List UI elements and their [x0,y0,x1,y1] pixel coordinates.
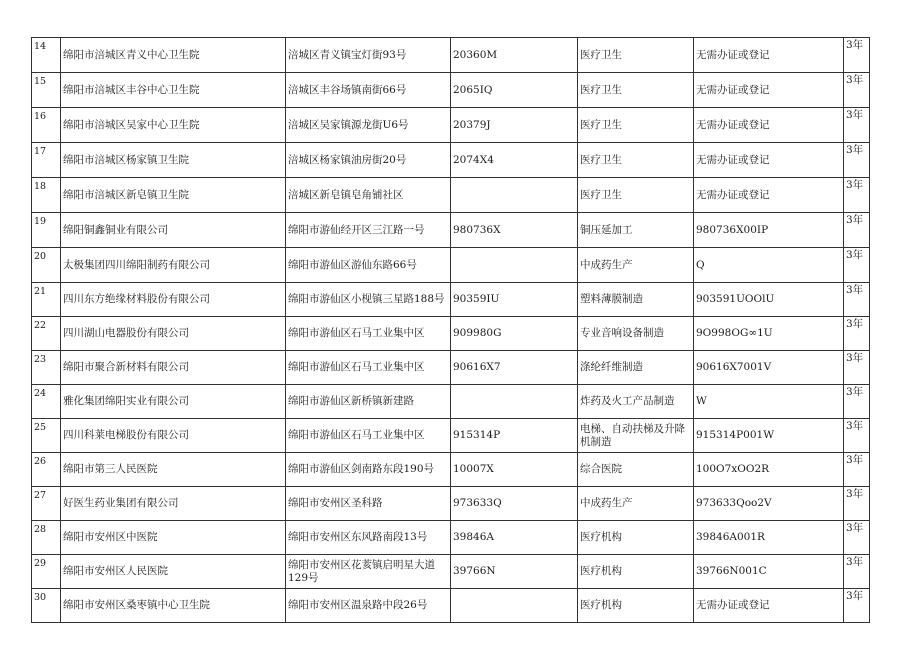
unit-code: 2074X4 [451,143,578,178]
term-duration: 3年 [844,248,870,283]
term-duration: 3年 [844,213,870,248]
table-row [32,178,870,213]
table-row [32,108,870,143]
industry-category: 塑料薄膜制造 [578,283,694,317]
term-duration: 3年 [844,453,870,487]
table-row [32,73,870,108]
unit-code [451,248,578,283]
industry-category: 炸药及火工产品制造 [578,385,694,419]
unit-code [451,178,578,213]
unit-code: 2065IQ [451,73,578,108]
unit-code [451,589,578,623]
unit-name: 四川东方绝缘材料股份有限公司 [61,283,286,317]
term-duration: 3年 [844,521,870,555]
unit-name: 绵阳市安州区桑枣镇中心卫生院 [61,589,286,623]
term-duration: 3年 [844,589,870,623]
permit-number: W [694,385,844,419]
permit-number: 39766N001C [694,555,844,589]
row-number: 15 [32,73,61,108]
row-number: 20 [32,248,61,283]
unit-name: 绵阳铜鑫铜业有限公司 [61,213,286,248]
permit-number: 无需办证或登记 [694,143,844,178]
unit-name: 四川湖山电器股份有限公司 [61,317,286,351]
unit-address: 涪城区青义镇宝灯街93号 [286,38,451,73]
unit-code: 20379J [451,108,578,143]
unit-code: 39846A [451,521,578,555]
unit-address: 绵阳市游仙经开区三江路一号 [286,213,451,248]
term-duration: 3年 [844,143,870,178]
row-number: 21 [32,283,61,317]
term-duration: 3年 [844,38,870,73]
unit-address: 涪城区吴家镇源龙街U6号 [286,108,451,143]
unit-name: 绵阳市涪城区杨家镇卫生院 [61,143,286,178]
industry-category: 医疗机构 [578,521,694,555]
unit-name: 绵阳市涪城区青义中心卫生院 [61,38,286,73]
term-duration: 3年 [844,385,870,419]
facility-table [31,37,870,623]
unit-name: 绵阳市涪城区新皂镇卫生院 [61,178,286,213]
unit-address: 涪城区杨家镇油房街20号 [286,143,451,178]
table-body [32,38,870,623]
industry-category: 医疗机构 [578,589,694,623]
table-row [32,453,870,487]
term-duration: 3年 [844,419,870,453]
industry-category: 中成药生产 [578,248,694,283]
industry-category: 铜压延加工 [578,213,694,248]
row-number: 23 [32,351,61,385]
table-row [32,521,870,555]
row-number: 22 [32,317,61,351]
unit-code: 10007X [451,453,578,487]
permit-number: 无需办证或登记 [694,108,844,143]
row-number: 19 [32,213,61,248]
term-duration: 3年 [844,487,870,521]
permit-number: 无需办证或登记 [694,38,844,73]
table-row [32,419,870,453]
term-duration: 3年 [844,351,870,385]
unit-address: 绵阳市游仙区石马工业集中区 [286,419,451,453]
unit-address: 绵阳市游仙区新桥镇新建路 [286,385,451,419]
term-duration: 3年 [844,283,870,317]
row-number: 14 [32,38,61,73]
term-duration: 3年 [844,317,870,351]
unit-address: 绵阳市游仙区石马工业集中区 [286,317,451,351]
unit-address: 绵阳市安州区花荄镇启明星大道129号 [286,555,451,589]
industry-category: 电梯、自动扶梯及升降机制造 [578,419,694,453]
permit-number: 无需办证或登记 [694,73,844,108]
table-row [32,487,870,521]
industry-category: 医疗卫生 [578,38,694,73]
permit-number: 无需办证或登记 [694,589,844,623]
unit-name: 绵阳市涪城区吴家中心卫生院 [61,108,286,143]
unit-code: 915314P [451,419,578,453]
unit-code: 90359IU [451,283,578,317]
unit-code: 909980G [451,317,578,351]
unit-name: 绵阳市安州区人民医院 [61,555,286,589]
unit-code: 980736X [451,213,578,248]
permit-number: 100O7xOO2R [694,453,844,487]
unit-code: 90616X7 [451,351,578,385]
table-row [32,143,870,178]
unit-address: 涪城区丰谷场镇南街66号 [286,73,451,108]
row-number: 24 [32,385,61,419]
table-row [32,38,870,73]
table-row [32,283,870,317]
unit-name: 雅化集团绵阳实业有限公司 [61,385,286,419]
unit-name: 太极集团四川绵阳制药有限公司 [61,248,286,283]
unit-name: 绵阳市安州区中医院 [61,521,286,555]
table-row [32,589,870,623]
unit-address: 绵阳市游仙区游仙东路66号 [286,248,451,283]
industry-category: 医疗卫生 [578,108,694,143]
row-number: 17 [32,143,61,178]
unit-name: 绵阳市第三人民医院 [61,453,286,487]
industry-category: 医疗卫生 [578,178,694,213]
industry-category: 专业音响设备制造 [578,317,694,351]
term-duration: 3年 [844,178,870,213]
row-number: 16 [32,108,61,143]
table-row [32,317,870,351]
row-number: 27 [32,487,61,521]
term-duration: 3年 [844,555,870,589]
unit-address: 绵阳市游仙区小枧镇三星路188号 [286,283,451,317]
industry-category: 医疗卫生 [578,73,694,108]
unit-address: 绵阳市安州区圣科路 [286,487,451,521]
unit-address: 涪城区新皂镇皂角铺社区 [286,178,451,213]
unit-name: 好医生药业集团有限公司 [61,487,286,521]
table-row [32,385,870,419]
term-duration: 3年 [844,73,870,108]
unit-code: 20360M [451,38,578,73]
unit-name: 四川科莱电梯股份有限公司 [61,419,286,453]
industry-category: 医疗机构 [578,555,694,589]
term-duration: 3年 [844,108,870,143]
row-number: 26 [32,453,61,487]
table-row [32,248,870,283]
permit-number: 无需办证或登记 [694,178,844,213]
row-number: 29 [32,555,61,589]
table-row [32,351,870,385]
unit-name: 绵阳市涪城区丰谷中心卫生院 [61,73,286,108]
unit-code: 39766N [451,555,578,589]
permit-number: 903591UOOlU [694,283,844,317]
row-number: 28 [32,521,61,555]
permit-number: 39846A001R [694,521,844,555]
industry-category: 综合医院 [578,453,694,487]
row-number: 30 [32,589,61,623]
industry-category: 涤纶纤维制造 [578,351,694,385]
unit-address: 绵阳市安州区东风路南段13号 [286,521,451,555]
industry-category: 医疗卫生 [578,143,694,178]
permit-number: 973633Qoo2V [694,487,844,521]
table-row [32,555,870,589]
table-row [32,213,870,248]
row-number: 18 [32,178,61,213]
unit-name: 绵阳市聚合新材料有限公司 [61,351,286,385]
permit-number: Q [694,248,844,283]
row-number: 25 [32,419,61,453]
permit-number: 90616X7001V [694,351,844,385]
unit-code [451,385,578,419]
unit-code: 973633Q [451,487,578,521]
unit-address: 绵阳市安州区温泉路中段26号 [286,589,451,623]
permit-number: 9O998OG∞1U [694,317,844,351]
permit-number: 980736X00IP [694,213,844,248]
industry-category: 中成药生产 [578,487,694,521]
unit-address: 绵阳市游仙区剑南路东段190号 [286,453,451,487]
permit-number: 915314P001W [694,419,844,453]
unit-address: 绵阳市游仙区石马工业集中区 [286,351,451,385]
